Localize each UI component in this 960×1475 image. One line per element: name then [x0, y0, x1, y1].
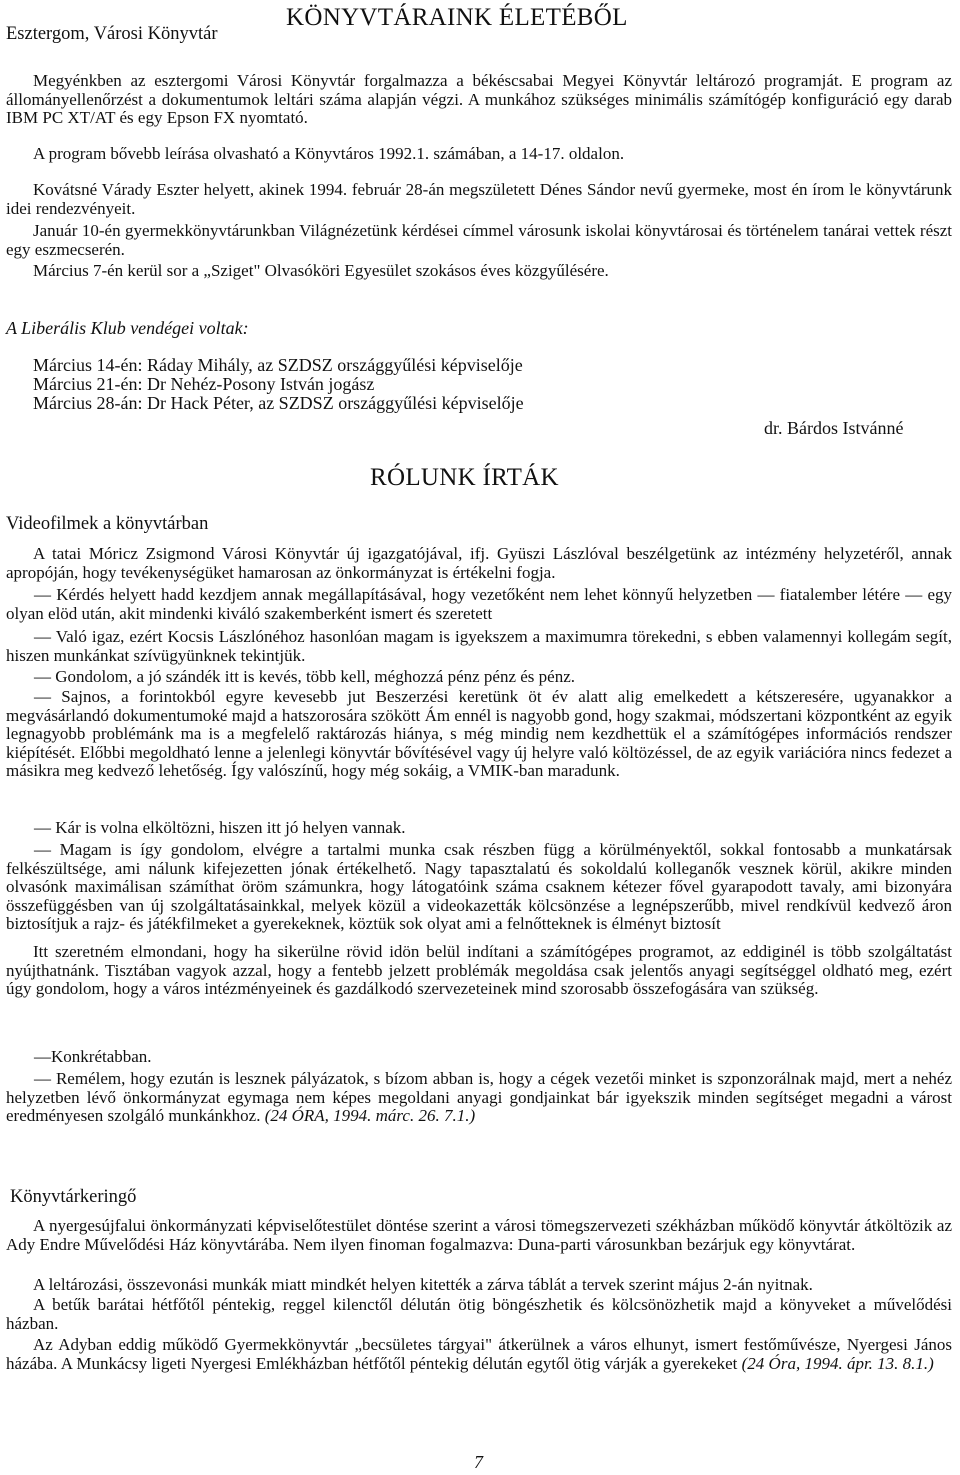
esztergom-paragraph-4: Január 10-én gyermekkönyvtárunkban Világnézetünk kérdései címmel városunk iskolai könyvtárosai és történelem tanárai vettek részt egy eszmecserén.: [6, 221, 952, 259]
article-paragraph: A nyergesújfalui önkormányzati képviselőtestület döntése szerint a városi tömegszervezeti székházban működő könyvtár átköltözik az Ady Endre Művelődési Ház könyvtárába. Nem ilyen finoman fogalmazva: Duna-parti városunkban bezárjuk egy könyvtárat.: [6, 1216, 952, 1254]
esztergom-paragraph-5: Március 7-én kerül sor a „Sziget" Olvasóköri Egyesület szokásos éves közgyűlésére.: [33, 261, 609, 280]
article-subtitle: Videofilmek a könyvtárban: [6, 514, 209, 534]
article-paragraph: [6, 1070, 952, 1126]
esztergom-paragraph-1: Megyénkben az esztergomi Városi Könyvtár forgalmazza a békéscsabai Megyei Könyvtár leltározó programját. E program az állományellenőrzést a dokumentumok leltári száma alapján végzi. A munkához szükséges minimális számítógép konfiguráció egy darab IBM PC XT/AT és egy Epson FX nyomtató.: [6, 71, 952, 127]
section-title: RÓLUNK ÍRTÁK: [370, 464, 559, 491]
article-paragraph: A leltározási, összevonási munkák miatt mindkét helyen kitették a zárva táblát a tervek szerint május 2-án nyitnak.: [33, 1275, 813, 1294]
page-number: 7: [474, 1452, 483, 1472]
article-paragraph: Itt szeretném elmondani, hogy ha sikerülne rövid idön belül indítani a számítógépes programot, az eddiginél is több szolgáltatást nyújthatnánk. Tisztában vagyok azzal, hogy a fentebb jelzett problémák megoldása csak jelentős anyagi segítséggel oldható meg, ezért úgy gondolom, hogy a város intézményeinek és gazdálkodó szervezeteinek mind szorosabb összefogására van szükség.: [6, 942, 952, 998]
section-place-heading: Esztergom, Városi Könyvtár: [6, 24, 218, 44]
signature: dr. Bárdos Istvánné: [764, 418, 904, 438]
page-title: KÖNYVTÁRAINK ÉLETÉBŐL: [286, 4, 628, 31]
article-paragraph: — Sajnos, a forintokból egyre kevesebb jut Beszerzési keretünk öt év alatt alig emelkedett a kétszeresére, ugyanakkor a megvásárlandó dokumentumoké majd a hatszorosára szökött Ám ennél is nagyobb gond, hogy szakmai, módszertani központként az egyik legnagyobb problémánk ma is a megfelelő raktározás hiánya, s még mindig nem kezdhettük el a számítógépes információs rendszer kiépítését. Előbbi megoldható lenne a jelenlegi könyvtár bővítésével vagy új helyre való költözéssel, de az egyik variációra nincs fedezet a másikra meg kedvező lehetőség. Így valószínű, hogy még sokáig, a VMIK-ban maradunk.: [6, 687, 952, 780]
article-subtitle: Könyvtárkeringő: [10, 1187, 137, 1207]
article-paragraph: —Konkrétabban.: [34, 1047, 152, 1066]
article-paragraph: A betűk barátai hétfőtől péntekig, reggel kilenctől délután ötig böngészhetik és kölcsönözhetik majd a könyveket a művelődési házban.: [6, 1295, 952, 1333]
article-text: — Remélem, hogy ezután is lesznek pályázatok, s bízom abban is, hogy a cégek vezetői minket is szponzorálnak majd, mert a nehéz helyzetben lévő önkormányzat egymaga nem képes megoldani anyagi gondjainkat bár igyekszik minden segítséget megadni a várost eredményesen szolgáló munkánkhoz.: [6, 1069, 952, 1125]
source-citation: (24 Óra, 1994. ápr. 13. 8.1.): [741, 1353, 934, 1373]
article-paragraph: — Kár is volna elköltözni, hiszen itt jó helyen vannak.: [34, 818, 406, 837]
esztergom-paragraph-2: A program bővebb leírása olvasható a Könyvtáros 1992.1. számában, a 14-17. oldalon.: [33, 144, 625, 163]
guest-list-item: Március 28-án: Dr Hack Péter, az SZDSZ országgyűlési képviselője: [33, 393, 524, 413]
esztergom-paragraph-3: Kovátsné Várady Eszter helyett, akinek 1994. február 28-án megszületett Dénes Sándor nevű gyermeke, most én írom le könyvtárunk idei rendezvényeit.: [6, 180, 952, 218]
article-paragraph: — Gondolom, a jó szándék itt is kevés, több kell, méghozzá pénz pénz és pénz.: [34, 667, 576, 686]
article-text: Az Adyban eddig működő Gyermekkönyvtár „becsületes tárgyai" átkerülnek a város elhunyt, ismert festőművésze, Nyergesi János házába. A Munkácsy ligeti Nyergesi Emlékházban hétfőtől péntekig délután egytől ötig várják a gyerekeket: [6, 1335, 952, 1373]
guest-list-item: Március 21-én: Dr Nehéz-Posony István jogász: [33, 374, 375, 394]
guest-list-item: Március 14-én: Ráday Mihály, az SZDSZ országgyűlési képviselője: [33, 355, 523, 375]
article-paragraph: — Való igaz, ezért Kocsis Lászlónéhoz hasonlóan magam is igyekszem a maximumra törekedni, s ebben valamennyi kollegám segít, hiszen munkánkat szívügyünknek tekintjük.: [6, 627, 952, 665]
article-paragraph: [6, 1336, 952, 1373]
article-paragraph: — Kérdés helyett hadd kezdjem annak megállapításával, hogy vezetőként nem lehet könnyű helyzetben — fiatalember létére — egy olyan elöd után, akit mindenki kiváló szakemberként ismert és szeretett: [6, 585, 952, 623]
article-paragraph: A tatai Móricz Zsigmond Városi Könyvtár új igazgatójával, ifj. Gyüszi Lászlóval beszélgetünk az intézmény helyzetéről, annak apropóján, hogy tevékenységüket hamarosan az önkormányzat is értékelni fogja.: [6, 544, 952, 582]
source-citation: (24 ÓRA, 1994. márc. 26. 7.1.): [264, 1106, 476, 1125]
liberal-club-heading: A Liberális Klub vendégei voltak:: [6, 318, 249, 338]
article-paragraph: — Magam is így gondolom, elvégre a tartalmi munka csak részben függ a körülményektől, sokkal fontosabb a munkatársak felkészültsége, ami nálunk kifejezetten jónak értékelhető. Nagy tapasztalatú és sokoldalú kolleganők vesznek körül, akikre minden olvasónk maximálisan számíthat öröm számunkra, hogy látogatóink száma csaknem kétezer fővel gyarapodott tavaly, ami bizonyára összefüggésben van új szolgáltatásainkkal, melyek közül a videokazetták kölcsönzése a legnépszerűbb, mivel rendkívül kedvező áron biztosítjuk a rajz- és játékfilmeket a gyerekeknek, köztük sok olyat ami a felnőtteknek is élményt biztosít: [6, 840, 952, 933]
